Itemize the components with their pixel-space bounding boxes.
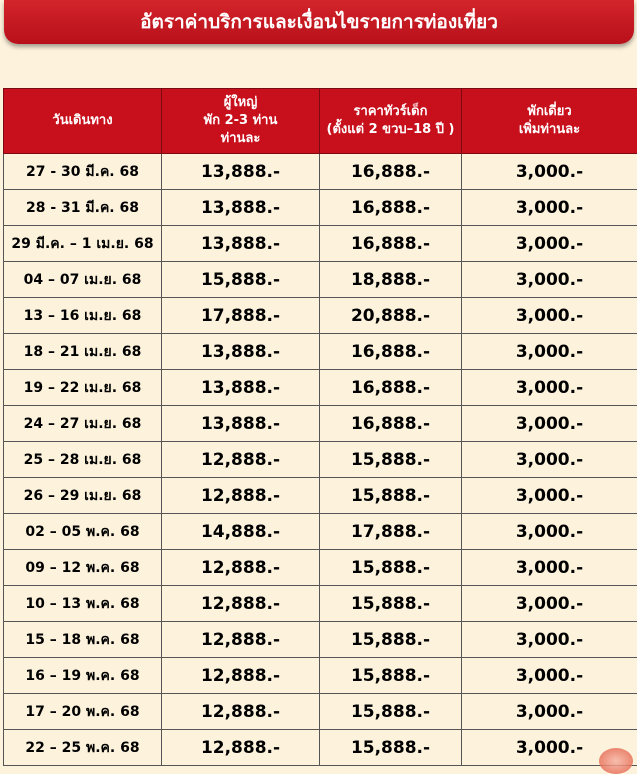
header-line: ผู้ใหญ่ (162, 94, 319, 112)
adult-price-cell: 17,888.- (162, 298, 320, 334)
travel-date-cell: 29 มี.ค. – 1 เม.ย. 68 (4, 226, 162, 262)
child-price-cell: 20,888.- (320, 298, 462, 334)
title-banner (4, 0, 634, 44)
header-line: พักเดี่ยว (462, 103, 637, 121)
travel-date-cell: 04 – 07 เม.ย. 68 (4, 262, 162, 298)
table-row (4, 730, 637, 766)
travel-date-cell: 26 – 29 เม.ย. 68 (4, 478, 162, 514)
table-row (4, 694, 637, 730)
table-row (4, 514, 637, 550)
adult-price-cell: 12,888.- (162, 478, 320, 514)
adult-price-cell: 12,888.- (162, 730, 320, 766)
adult-price-cell: 12,888.- (162, 694, 320, 730)
table-row (4, 298, 637, 334)
travel-date-cell: 15 – 18 พ.ค. 68 (4, 622, 162, 658)
adult-price-cell: 14,888.- (162, 514, 320, 550)
single-supplement-cell: 3,000.- (462, 442, 637, 478)
travel-date-cell: 10 – 13 พ.ค. 68 (4, 586, 162, 622)
price-table (3, 88, 637, 766)
table-row (4, 658, 637, 694)
adult-price-cell: 15,888.- (162, 262, 320, 298)
header-line: ราคาทัวร์เด็ก (320, 103, 461, 121)
table-row (4, 226, 637, 262)
adult-price-cell: 13,888.- (162, 370, 320, 406)
child-price-cell: 15,888.- (320, 730, 462, 766)
travel-date-cell: 09 – 12 พ.ค. 68 (4, 550, 162, 586)
child-price-cell: 16,888.- (320, 334, 462, 370)
single-supplement-cell: 3,000.- (462, 730, 637, 766)
single-supplement-cell: 3,000.- (462, 334, 637, 370)
child-price-cell: 16,888.- (320, 226, 462, 262)
adult-price-cell: 12,888.- (162, 622, 320, 658)
table-row (4, 334, 637, 370)
travel-date-cell: 28 - 31 มี.ค. 68 (4, 190, 162, 226)
single-supplement-cell: 3,000.- (462, 154, 637, 190)
adult-price-cell: 12,888.- (162, 658, 320, 694)
travel-date-cell: 22 – 25 พ.ค. 68 (4, 730, 162, 766)
adult-price-cell: 12,888.- (162, 586, 320, 622)
child-price-cell: 16,888.- (320, 190, 462, 226)
header-line: (ตั้งแต่ 2 ขวบ–18 ปี ) (320, 121, 461, 139)
child-price-cell: 16,888.- (320, 154, 462, 190)
child-price-cell: 15,888.- (320, 694, 462, 730)
child-price-cell: 16,888.- (320, 406, 462, 442)
travel-date-cell: 27 - 30 มี.ค. 68 (4, 154, 162, 190)
table-row (4, 190, 637, 226)
page-title: อัตราค่าบริการและเงื่อนไขรายการท่องเที่ยว (140, 7, 498, 37)
header-travel-date (4, 89, 162, 154)
child-price-cell: 15,888.- (320, 442, 462, 478)
single-supplement-cell: 3,000.- (462, 190, 637, 226)
travel-date-cell: 24 – 27 เม.ย. 68 (4, 406, 162, 442)
child-price-cell: 18,888.- (320, 262, 462, 298)
adult-price-cell: 13,888.- (162, 334, 320, 370)
header-line: ท่านละ (162, 130, 319, 148)
single-supplement-cell: 3,000.- (462, 226, 637, 262)
single-supplement-cell: 3,000.- (462, 658, 637, 694)
child-price-cell: 16,888.- (320, 370, 462, 406)
single-supplement-cell: 3,000.- (462, 370, 637, 406)
single-supplement-cell: 3,000.- (462, 550, 637, 586)
child-price-cell: 15,888.- (320, 478, 462, 514)
header-row (4, 89, 637, 154)
single-supplement-cell: 3,000.- (462, 694, 637, 730)
child-price-cell: 17,888.- (320, 514, 462, 550)
adult-price-cell: 13,888.- (162, 226, 320, 262)
child-price-cell: 15,888.- (320, 622, 462, 658)
child-price-cell: 15,888.- (320, 550, 462, 586)
header-single-supplement (462, 89, 637, 154)
table-row (4, 586, 637, 622)
adult-price-cell: 12,888.- (162, 442, 320, 478)
single-supplement-cell: 3,000.- (462, 478, 637, 514)
header-child-price (320, 89, 462, 154)
header-line: พัก 2-3 ท่าน (162, 112, 319, 130)
header-line: วันเดินทาง (4, 112, 161, 130)
travel-date-cell: 13 – 16 เม.ย. 68 (4, 298, 162, 334)
child-price-cell: 15,888.- (320, 658, 462, 694)
travel-date-cell: 25 – 28 เม.ย. 68 (4, 442, 162, 478)
single-supplement-cell: 3,000.- (462, 586, 637, 622)
travel-date-cell: 16 – 19 พ.ค. 68 (4, 658, 162, 694)
decorative-flower (599, 748, 633, 774)
single-supplement-cell: 3,000.- (462, 406, 637, 442)
travel-date-cell: 18 – 21 เม.ย. 68 (4, 334, 162, 370)
adult-price-cell: 13,888.- (162, 190, 320, 226)
single-supplement-cell: 3,000.- (462, 622, 637, 658)
adult-price-cell: 13,888.- (162, 406, 320, 442)
travel-date-cell: 17 – 20 พ.ค. 68 (4, 694, 162, 730)
table-row (4, 622, 637, 658)
travel-date-cell: 19 – 22 เม.ย. 68 (4, 370, 162, 406)
table-row (4, 406, 637, 442)
table-row (4, 550, 637, 586)
table-row (4, 442, 637, 478)
adult-price-cell: 12,888.- (162, 550, 320, 586)
single-supplement-cell: 3,000.- (462, 262, 637, 298)
header-adult-price (162, 89, 320, 154)
child-price-cell: 15,888.- (320, 586, 462, 622)
single-supplement-cell: 3,000.- (462, 514, 637, 550)
single-supplement-cell: 3,000.- (462, 298, 637, 334)
table-row (4, 262, 637, 298)
table-row (4, 370, 637, 406)
adult-price-cell: 13,888.- (162, 154, 320, 190)
header-line: เพิ่มท่านละ (462, 121, 637, 139)
table-row (4, 154, 637, 190)
travel-date-cell: 02 – 05 พ.ค. 68 (4, 514, 162, 550)
table-row (4, 478, 637, 514)
